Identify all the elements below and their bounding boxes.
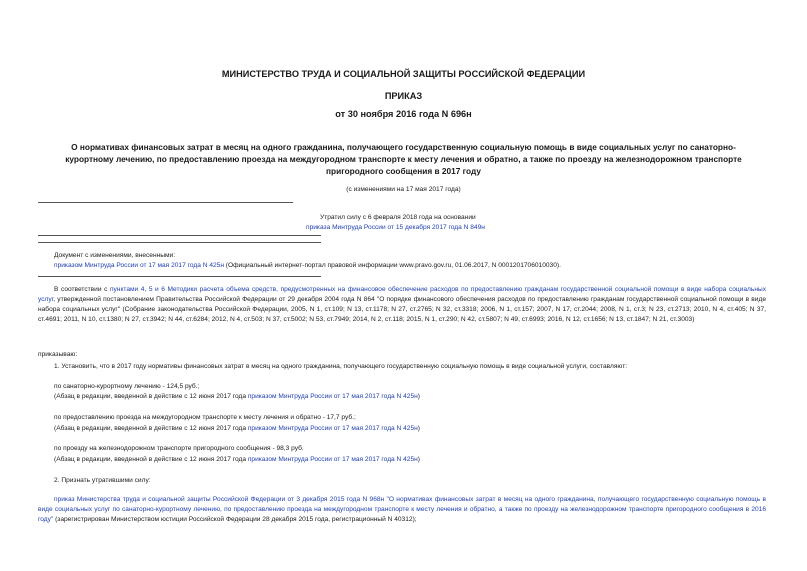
preamble-resolution: , утвержденной постановлением Правительства Российской Федерации от 29 декабря 2004 года N 864 "О порядке финансового обеспечения расходов по предоставлению гражданам государственной социальной помощи в виде набора социальных услуг" <box>38 296 766 313</box>
doc-date-number: от 30 ноября 2016 года N 696н <box>335 109 472 119</box>
amendments-note: (с изменениями на 17 мая 2017 года) <box>346 186 461 193</box>
norm-1-amendment-link[interactable]: приказом Минтруда России от 17 мая 2017 года N 425н <box>247 393 418 400</box>
ministry-heading: МИНИСТЕРСТВО ТРУДА И СОЦИАЛЬНОЙ ЗАЩИТЫ РОССИЙСКОЙ ФЕДЕРАЦИИ <box>221 69 586 79</box>
preamble <box>38 285 766 325</box>
doc-type: ПРИКАЗ <box>384 91 423 101</box>
methodology-link[interactable]: пунктами 4, 5 и 6 Методики расчета объема средств, предусмотренных на финансовое обеспечение расходов по предоставлению гражданам государственной социальной помощи в виде набора социальных услуг <box>38 286 767 303</box>
changes-line <box>54 261 774 271</box>
divider <box>38 235 321 236</box>
preamble-intro: В соответствии с <box>54 286 110 293</box>
norm-3-amendment-link[interactable]: приказом Минтруда России от 17 мая 2017 года N 425н <box>247 456 418 463</box>
expired-note: Утратил силу с 6 февраля 2018 года на основании <box>320 214 476 221</box>
norm-1-text: по санаторно-курортному лечению - 124,5 руб.; <box>54 383 200 390</box>
changes-publication: (Официальный интернет-портал правовой информации www.pravo.gov.ru, 01.06.2017, N 0001201706010030). <box>223 262 561 269</box>
doc-title-line-3: пригородного сообщения в 2017 году <box>326 166 481 176</box>
repealed-order-link[interactable]: приказ Министерства труда и социальной защиты Российской Федерации от 3 декабря 2015 года N 968н "О нормативах финансовых затрат в месяц на одного гражданина, получающего государственную социальную помощь в виде социальных услуг по санаторно-курортному лечению, по предоставлению проезда на междугородном транспорте к месту лечения и обратно, а также по проезду на железнодорожном транспорте пригородного сообщения в 2016 году" <box>38 496 766 523</box>
repealed-order <box>38 495 766 525</box>
repealed-registration: (зарегистрирован Министерством юстиции Российской Федерации 28 декабря 2015 года, регистрационный N 40312); <box>53 516 417 523</box>
norm-2-amendment: (Абзац в редакции, введенной в действие с 12 июня 2017 года приказом Минтруда России от 17 мая 2017 года N 425н) <box>54 425 420 432</box>
doc-title-line-1: О нормативах финансовых затрат в месяц на одного гражданина, получающего государственную социальную помощь в виде социальных услуг по санаторно- <box>71 142 736 152</box>
item-2: 2. Признать утратившими силу: <box>54 477 151 484</box>
norm-3-text: по проезду на железнодорожном транспорте пригородного сообщения - 98,3 руб. <box>54 445 304 452</box>
norm-1-amendment: (Абзац в редакции, введенной в действие с 12 июня 2017 года приказом Минтруда России от 17 мая 2017 года N 425н) <box>54 393 420 400</box>
order-word: приказываю: <box>38 351 78 358</box>
norm-2-text: по предоставлению проезда на междугородном транспорте к месту лечения и обратно - 17,7 руб.; <box>54 414 356 421</box>
changes-label: Документ с изменениями, внесенными: <box>54 252 176 259</box>
expired-basis-link[interactable]: приказа Минтруда России от 15 декабря 2017 года N 849н <box>306 224 485 231</box>
item-1: 1. Установить, что в 2017 году нормативы финансовых затрат в месяц на одного гражданина, получающего государственную социальную помощь в виде социальной услуги, составляют: <box>54 363 628 370</box>
divider <box>38 202 293 203</box>
doc-title-line-2: курортному лечению, по предоставлению проезда на междугородном транспорте к месту лечения и обратно, а также по проезду на железнодорожном транспорте <box>65 154 742 164</box>
norm-3-amendment: (Абзац в редакции, введенной в действие с 12 июня 2017 года приказом Минтруда России от 17 мая 2017 года N 425н) <box>54 456 420 463</box>
amendment-order-link[interactable]: приказом Минтруда России от 17 мая 2017 года N 425н <box>54 262 224 269</box>
norm-2-amendment-link[interactable]: приказом Минтруда России от 17 мая 2017 года N 425н <box>247 425 418 432</box>
divider <box>38 276 321 277</box>
divider <box>38 242 321 243</box>
preamble-sources: (Собрание законодательства Российской Федерации, 2005, N 1, ст.109; N 13, ст.1178; N 27, ст.2765; N 32, ст.3318; 2006, N 1, ст.157; 2007, N 17, ст.2044; 2008, N 1, ст.3; N 23, ст.2713; 2010, N 4, ст.405; N 37, ст.4691; 2011, N 10, ст.1380; N 27, ст.3942; N 44, ст.6284; 2012, N 4, ст.503; N 37, ст.5002; N 53, ст.7949; 2014, N 2, ст.118; 2015, N 1, ст.290; N 42, ст.5807; N 49, ст.6993; 2016, N 12, ст.1656; N 13, ст.1847; N 21, ст.3003) <box>38 306 766 323</box>
